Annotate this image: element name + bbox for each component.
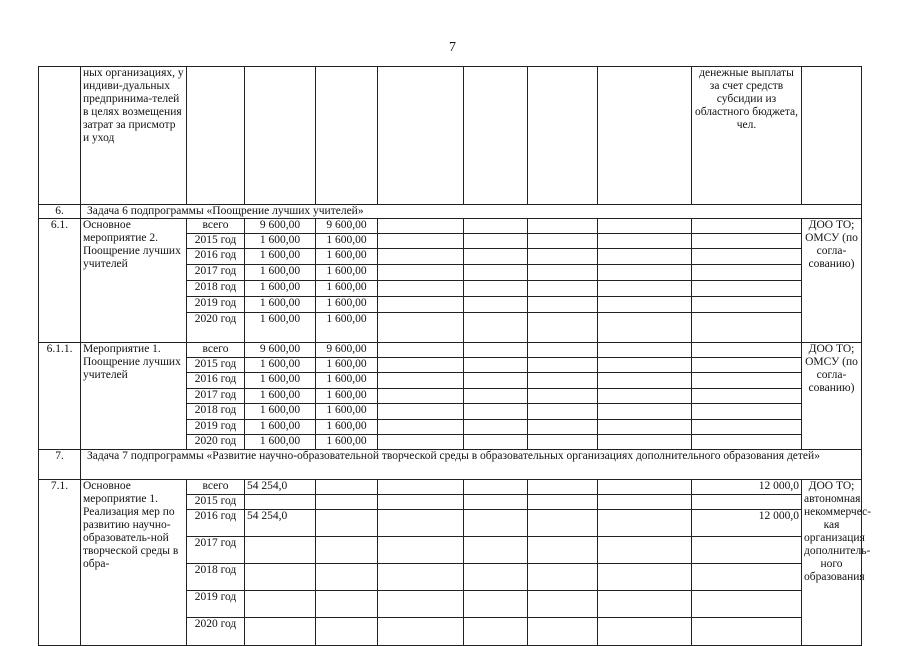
- table-cell: [528, 373, 598, 389]
- total-cell: 9 600,00: [245, 219, 316, 234]
- table-cell: [528, 343, 598, 358]
- period-cell: 2015 год: [187, 358, 245, 373]
- total-cell: [245, 495, 316, 510]
- table-cell: [598, 249, 692, 265]
- table-cell: [598, 219, 692, 234]
- table-cell: [378, 435, 464, 450]
- table-cell: [464, 420, 528, 435]
- table-cell: [378, 510, 464, 537]
- value-cell: 12 000,0: [692, 480, 802, 495]
- value-cell: 1 600,00: [316, 404, 378, 420]
- table-cell: [598, 358, 692, 373]
- period-cell: 2017 год: [187, 265, 245, 281]
- total-cell: 9 600,00: [245, 343, 316, 358]
- table-cell: [464, 495, 528, 510]
- program-table: [38, 66, 872, 646]
- table-cell: [598, 281, 692, 297]
- period-cell: 2017 год: [187, 389, 245, 404]
- executor-cell: ДОО ТО; ОМСУ (по согла-сованию): [802, 343, 862, 450]
- table-row: [39, 343, 862, 358]
- table-cell: [464, 313, 528, 343]
- table-cell: [692, 249, 802, 265]
- table-cell: [378, 249, 464, 265]
- measure-name: Мероприятие 1. Поощрение лучших учителей: [81, 343, 187, 450]
- table-cell: [528, 495, 598, 510]
- period-cell: 2020 год: [187, 618, 245, 646]
- table-cell: [316, 67, 378, 205]
- measure-number: 6.1.1.: [39, 343, 81, 450]
- table-cell: [598, 404, 692, 420]
- table-cell: [528, 564, 598, 591]
- value-cell: [692, 618, 802, 646]
- value-cell: 1 600,00: [316, 435, 378, 450]
- table-cell: [692, 219, 802, 234]
- table-cell: [464, 219, 528, 234]
- table-cell: [316, 510, 378, 537]
- table-row: [39, 480, 862, 495]
- period-cell: 2019 год: [187, 591, 245, 618]
- total-cell: [245, 537, 316, 564]
- value-cell: 12 000,0: [692, 510, 802, 537]
- table-cell: [692, 435, 802, 450]
- row-number: [39, 67, 81, 205]
- value-cell: 1 600,00: [316, 234, 378, 249]
- table-cell: [316, 618, 378, 646]
- table-cell: [528, 297, 598, 313]
- task-title: Задача 6 подпрограммы «Поощрение лучших учителей»: [81, 205, 862, 219]
- table-cell: [187, 67, 245, 205]
- table-cell: [692, 313, 802, 343]
- table-cell: [378, 67, 464, 205]
- value-cell: 1 600,00: [316, 313, 378, 343]
- table-cell: [598, 510, 692, 537]
- table-cell: [692, 404, 802, 420]
- table-cell: [378, 420, 464, 435]
- total-cell: 1 600,00: [245, 281, 316, 297]
- table-cell: [378, 219, 464, 234]
- table-cell: [528, 389, 598, 404]
- total-cell: 1 600,00: [245, 435, 316, 450]
- table-cell: [316, 495, 378, 510]
- table-cell: [598, 495, 692, 510]
- period-cell: 2020 год: [187, 313, 245, 343]
- page-number: 7: [449, 40, 456, 55]
- period-cell: 2019 год: [187, 297, 245, 313]
- total-cell: 1 600,00: [245, 358, 316, 373]
- continuation-row: [39, 67, 862, 205]
- table-cell: [528, 537, 598, 564]
- table-cell: [528, 219, 598, 234]
- measure-name: Основное мероприятие 2. Поощрение лучших учителей: [81, 219, 187, 343]
- table-cell: [464, 480, 528, 495]
- table-cell: [598, 618, 692, 646]
- total-cell: [245, 591, 316, 618]
- table-cell: [464, 343, 528, 358]
- task-number: 7.: [39, 450, 81, 480]
- indicator-name: денежные выплаты за счет средств субсидии из областного бюджета, чел.: [692, 67, 802, 205]
- period-cell: 2020 год: [187, 435, 245, 450]
- table-cell: [528, 404, 598, 420]
- total-cell: 1 600,00: [245, 373, 316, 389]
- measure-number: 6.1.: [39, 219, 81, 343]
- table-cell: [528, 591, 598, 618]
- table-cell: [316, 564, 378, 591]
- table-cell: [378, 358, 464, 373]
- value-cell: [692, 591, 802, 618]
- table-cell: [598, 373, 692, 389]
- table-cell: [692, 297, 802, 313]
- period-cell: 2016 год: [187, 249, 245, 265]
- value-cell: [692, 564, 802, 591]
- period-cell: 2018 год: [187, 281, 245, 297]
- table-cell: [378, 281, 464, 297]
- table-cell: [528, 420, 598, 435]
- table-cell: [316, 537, 378, 564]
- table-cell: [378, 343, 464, 358]
- table-cell: [464, 358, 528, 373]
- table-cell: [528, 281, 598, 297]
- period-cell: 2019 год: [187, 420, 245, 435]
- table-cell: [378, 234, 464, 249]
- table-cell: [378, 404, 464, 420]
- period-cell: 2018 год: [187, 404, 245, 420]
- table-cell: [528, 313, 598, 343]
- table-cell: [378, 297, 464, 313]
- task-number: 6.: [39, 205, 81, 219]
- measure-name: ных организациях, у индиви-дуальных предпринима-телей в целях возмещения затрат за присмотр и уход: [81, 67, 187, 205]
- period-cell: всего: [187, 480, 245, 495]
- table-cell: [598, 435, 692, 450]
- table-cell: [464, 618, 528, 646]
- measure-number: 7.1.: [39, 480, 81, 646]
- table-cell: [528, 618, 598, 646]
- total-cell: 1 600,00: [245, 313, 316, 343]
- table-cell: [528, 249, 598, 265]
- table-cell: [692, 420, 802, 435]
- table-row: [39, 219, 862, 234]
- total-cell: 1 600,00: [245, 404, 316, 420]
- table-cell: [692, 358, 802, 373]
- table-cell: [528, 435, 598, 450]
- table-cell: [528, 480, 598, 495]
- table-cell: [378, 373, 464, 389]
- table-cell: [598, 389, 692, 404]
- executor-cell: ДОО ТО; ОМСУ (по согла-сованию): [802, 219, 862, 343]
- table-cell: [464, 591, 528, 618]
- table-cell: [464, 564, 528, 591]
- table-cell: [598, 564, 692, 591]
- period-cell: 2015 год: [187, 495, 245, 510]
- period-cell: всего: [187, 343, 245, 358]
- table-cell: [464, 265, 528, 281]
- table-cell: [802, 67, 862, 205]
- total-cell: 1 600,00: [245, 249, 316, 265]
- value-cell: 9 600,00: [316, 219, 378, 234]
- table-cell: [378, 265, 464, 281]
- table-cell: [692, 281, 802, 297]
- value-cell: 9 600,00: [316, 343, 378, 358]
- table-cell: [464, 281, 528, 297]
- table-cell: [598, 420, 692, 435]
- value-cell: [692, 537, 802, 564]
- table-cell: [464, 389, 528, 404]
- task-row: [39, 205, 862, 219]
- table-cell: [692, 389, 802, 404]
- table-cell: [598, 537, 692, 564]
- table-cell: [598, 313, 692, 343]
- total-cell: 54 254,0: [245, 480, 316, 495]
- value-cell: 1 600,00: [316, 281, 378, 297]
- table-cell: [464, 537, 528, 564]
- table-cell: [245, 67, 316, 205]
- table-cell: [378, 313, 464, 343]
- period-cell: 2018 год: [187, 564, 245, 591]
- table-cell: [598, 297, 692, 313]
- table-cell: [692, 373, 802, 389]
- table-cell: [464, 373, 528, 389]
- table-cell: [692, 234, 802, 249]
- value-cell: 1 600,00: [316, 373, 378, 389]
- table-cell: [598, 234, 692, 249]
- table-cell: [464, 67, 528, 205]
- table-cell: [378, 591, 464, 618]
- total-cell: 1 600,00: [245, 265, 316, 281]
- table-cell: [528, 358, 598, 373]
- table-cell: [378, 389, 464, 404]
- table-cell: [528, 234, 598, 249]
- value-cell: 1 600,00: [316, 389, 378, 404]
- table-cell: [528, 510, 598, 537]
- table-cell: [464, 234, 528, 249]
- table-cell: [598, 591, 692, 618]
- value-cell: 1 600,00: [316, 420, 378, 435]
- table-cell: [464, 249, 528, 265]
- total-cell: [245, 618, 316, 646]
- executor-cell: ДОО ТО; автономная некоммерчес-кая организация дополнитель-ного образования: [802, 480, 862, 646]
- period-cell: всего: [187, 219, 245, 234]
- total-cell: 1 600,00: [245, 420, 316, 435]
- value-cell: [692, 495, 802, 510]
- total-cell: 54 254,0: [245, 510, 316, 537]
- table-cell: [378, 537, 464, 564]
- table-cell: [378, 495, 464, 510]
- total-cell: 1 600,00: [245, 297, 316, 313]
- table-cell: [316, 480, 378, 495]
- table-cell: [378, 480, 464, 495]
- total-cell: [245, 564, 316, 591]
- period-cell: 2016 год: [187, 373, 245, 389]
- table-cell: [528, 265, 598, 281]
- table-cell: [464, 510, 528, 537]
- table-cell: [598, 343, 692, 358]
- table-cell: [378, 564, 464, 591]
- value-cell: 1 600,00: [316, 265, 378, 281]
- table-cell: [464, 404, 528, 420]
- table-cell: [464, 435, 528, 450]
- table-cell: [598, 67, 692, 205]
- period-cell: 2016 год: [187, 510, 245, 537]
- table-cell: [528, 67, 598, 205]
- task-title: Задача 7 подпрограммы «Развитие научно-образовательной творческой среды в образовательных организациях дополнительного образования детей»: [81, 450, 862, 480]
- task-row: [39, 450, 862, 480]
- measure-name: Основное мероприятие 1. Реализация мер по развитию научно-образователь-ной творческой среды в обра-: [81, 480, 187, 646]
- table-cell: [598, 480, 692, 495]
- period-cell: 2015 год: [187, 234, 245, 249]
- table-cell: [692, 265, 802, 281]
- period-cell: 2017 год: [187, 537, 245, 564]
- value-cell: 1 600,00: [316, 358, 378, 373]
- table-cell: [378, 618, 464, 646]
- table-cell: [598, 265, 692, 281]
- value-cell: 1 600,00: [316, 249, 378, 265]
- value-cell: 1 600,00: [316, 297, 378, 313]
- total-cell: 1 600,00: [245, 389, 316, 404]
- table-cell: [316, 591, 378, 618]
- table-cell: [692, 343, 802, 358]
- total-cell: 1 600,00: [245, 234, 316, 249]
- table-cell: [464, 297, 528, 313]
